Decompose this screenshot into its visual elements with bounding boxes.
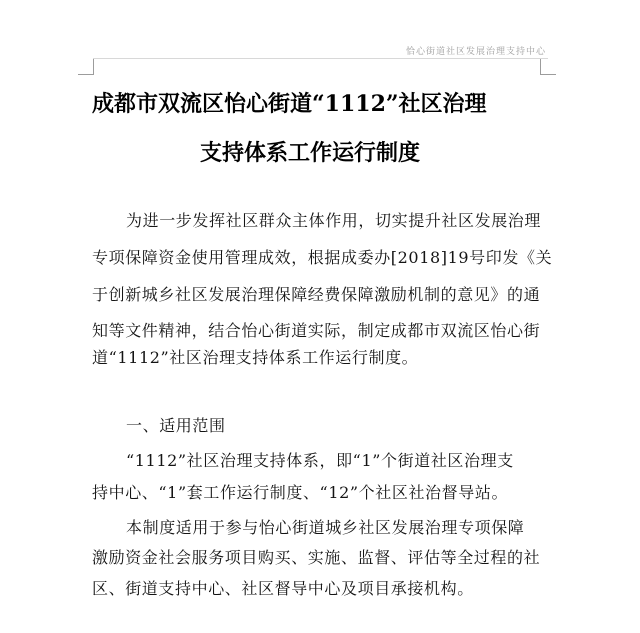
running-header: 恰心街道社区发展治理支持中心 — [405, 47, 546, 57]
crop-mark-top-left-horizontal — [78, 74, 94, 75]
intro-line-5: 道“1112”社区治理支持体系工作运行制度。 — [92, 348, 419, 367]
section-1-para-1-line-2: 持中心、“1”套工作运行制度、“12”个社区社治督导站。 — [92, 483, 509, 502]
section-1-para-2-line-2: 激励资金社会服务项目购买、实施、监督、评估等全过程的社 — [92, 548, 541, 567]
document-title-line-2: 支持体系工作运行制度 — [200, 140, 421, 166]
intro-line-4: 知等文件精神，结合怡心街道实际，制定成都市双流区怡心街 — [92, 321, 541, 340]
document-title-line-1: 成都市双流区怡心街道“1112”社区治理 — [92, 91, 487, 117]
section-1-para-1-line-1: “1112”社区治理支持体系，即“1”个街道社区治理支 — [126, 451, 514, 470]
section-1-para-2-line-3: 区、街道支持中心、社区督导中心及项目承接机构。 — [92, 579, 474, 598]
crop-mark-top-right-horizontal — [540, 74, 556, 75]
intro-line-3: 于创新城乡社区发展治理保障经费保障激励机制的意见》的通 — [92, 285, 541, 304]
section-1-para-2-line-1: 本制度适用于参与怡心街道城乡社区发展治理专项保障 — [126, 518, 525, 537]
header-rule — [93, 58, 548, 59]
intro-line-1: 为进一步发挥社区群众主体作用，切实提升社区发展治理 — [126, 211, 542, 230]
crop-mark-top-right-vertical — [540, 59, 541, 75]
intro-line-2: 专项保障资金使用管理成效，根据成委办[2018]19号印发《关 — [92, 248, 553, 267]
crop-mark-top-left-vertical — [93, 59, 94, 75]
section-1-heading: 一、适用范围 — [126, 416, 226, 435]
